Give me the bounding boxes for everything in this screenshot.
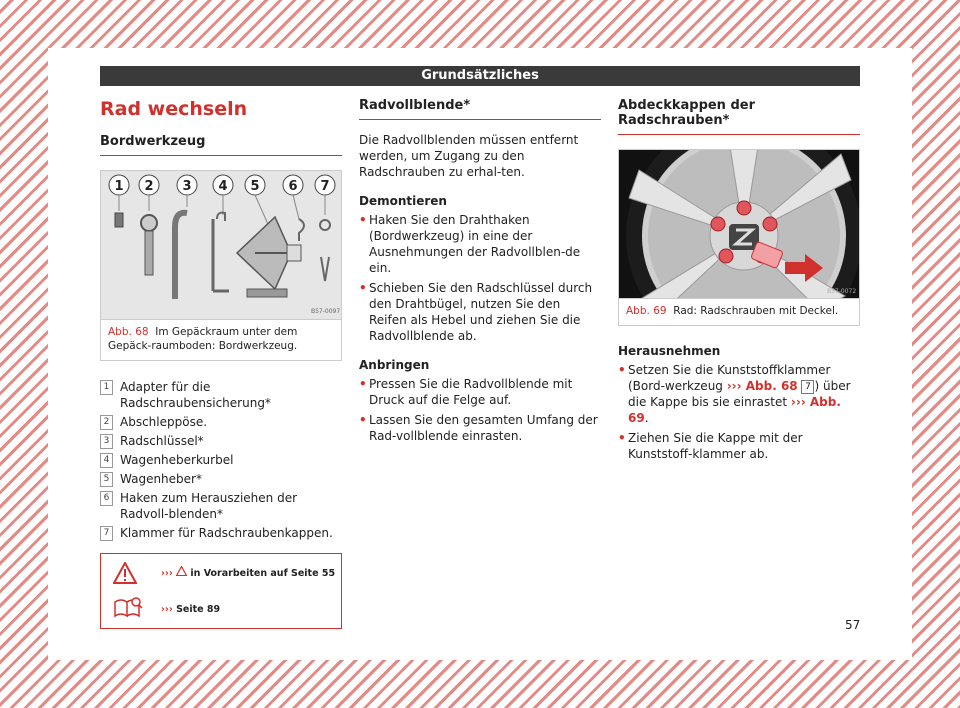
tool-number-5: 5 bbox=[250, 179, 260, 194]
figure-code: B57-0072 bbox=[827, 288, 857, 295]
figure-68-label: Abb. 68 bbox=[108, 326, 149, 338]
bullet-item: • Lassen Sie den gesamten Umfang der Rad-vollblende einrasten. bbox=[359, 412, 601, 444]
list-item: 6 Haken zum Herausziehen der Radvoll-blenden* bbox=[100, 490, 342, 522]
column-3 bbox=[618, 98, 860, 462]
warning-reference[interactable]: ››› in Vorarbeiten auf Seite 55 bbox=[161, 568, 336, 579]
figure-68 bbox=[100, 170, 342, 361]
list-item: 1 Adapter für die Radschraubensicherung* bbox=[100, 379, 342, 411]
bullet-item: • Pressen Sie die Radvollblende mit Druck auf die Felge auf. bbox=[359, 376, 601, 408]
section-title-abdeckkappen: Abdeckkappen der Radschrauben* bbox=[618, 98, 860, 135]
page-title: Rad wechseln bbox=[100, 98, 248, 120]
tools-illustration bbox=[101, 171, 341, 319]
bullet-item: • Ziehen Sie die Kappe mit der Kunststoff-klammer ab. bbox=[618, 430, 860, 462]
remove-heading: Demontieren bbox=[359, 194, 447, 208]
wheel-illustration bbox=[619, 150, 859, 298]
bullet-item: • Schieben Sie den Radschlüssel durch den Drahtbügel, nutzen Sie den Reifen als Hebel und ziehen Sie die Radvollblende ab. bbox=[359, 280, 601, 344]
column-1 bbox=[100, 98, 342, 629]
figure-68-caption bbox=[101, 319, 341, 360]
tool-number-6: 6 bbox=[288, 179, 298, 194]
figure-69-caption bbox=[619, 298, 859, 325]
figure-68-caption-text: Im Gepäckraum unter dem Gepäck-raumboden: Bordwerkzeug. bbox=[108, 326, 298, 352]
figure-code: B57-0097 bbox=[311, 308, 341, 315]
tool-adapter bbox=[115, 213, 123, 227]
item-number-badge: 7 bbox=[801, 380, 814, 394]
column-2 bbox=[359, 98, 601, 444]
figure-69-label: Abb. 69 bbox=[626, 305, 667, 317]
reference-box bbox=[100, 553, 342, 629]
list-item: 5 Wagenheber* bbox=[100, 471, 342, 487]
tool-number-2: 2 bbox=[144, 179, 154, 194]
tool-list bbox=[100, 379, 342, 541]
tool-number-3: 3 bbox=[182, 179, 192, 194]
tool-number-7: 7 bbox=[320, 179, 330, 194]
page-reference[interactable]: ››› Seite 89 bbox=[161, 604, 221, 615]
bullet-item: • Setzen Sie die Kunststoffklammer (Bord-werkzeug ››› Abb. 68 7 ) über die Kappe bis sie einrastet ››› Abb. 69. bbox=[618, 362, 860, 426]
bullet-item: • Haken Sie den Drahthaken (Bordwerkzeug) in eine der Ausnehmungen der Radvollblen-de ein. bbox=[359, 212, 601, 276]
small-warning-icon bbox=[176, 566, 187, 576]
page-number: 57 bbox=[845, 618, 861, 632]
list-item: 2 Abschleppöse. bbox=[100, 414, 342, 430]
figure-69-caption-text: Rad: Radschrauben mit Deckel. bbox=[673, 305, 839, 317]
list-item: 4 Wagenheberkurbel bbox=[100, 452, 342, 468]
book-icon bbox=[113, 596, 143, 618]
chapter-header: Grundsätzliches bbox=[100, 66, 860, 86]
tool-number-4: 4 bbox=[218, 179, 228, 194]
remove-heading: Herausnehmen bbox=[618, 344, 721, 358]
list-item: 3 Radschlüssel* bbox=[100, 433, 342, 449]
attach-heading: Anbringen bbox=[359, 358, 430, 372]
tool-number-1: 1 bbox=[114, 179, 124, 194]
warning-icon bbox=[113, 562, 137, 584]
section-title-radvollblende: Radvollblende* bbox=[359, 98, 601, 120]
figure-69-link[interactable]: ››› Abb. 69 bbox=[628, 395, 841, 425]
intro-paragraph: Die Radvollblenden müssen entfernt werden, um Zugang zu den Radschrauben zu erhal-ten. bbox=[359, 133, 579, 179]
list-item: 7 Klammer für Radschraubenkappen. bbox=[100, 525, 342, 541]
section-title-bordwerkzeug: Bordwerkzeug bbox=[100, 134, 342, 156]
figure-68-link[interactable]: ››› Abb. 68 bbox=[726, 379, 798, 393]
figure-69 bbox=[618, 149, 860, 326]
